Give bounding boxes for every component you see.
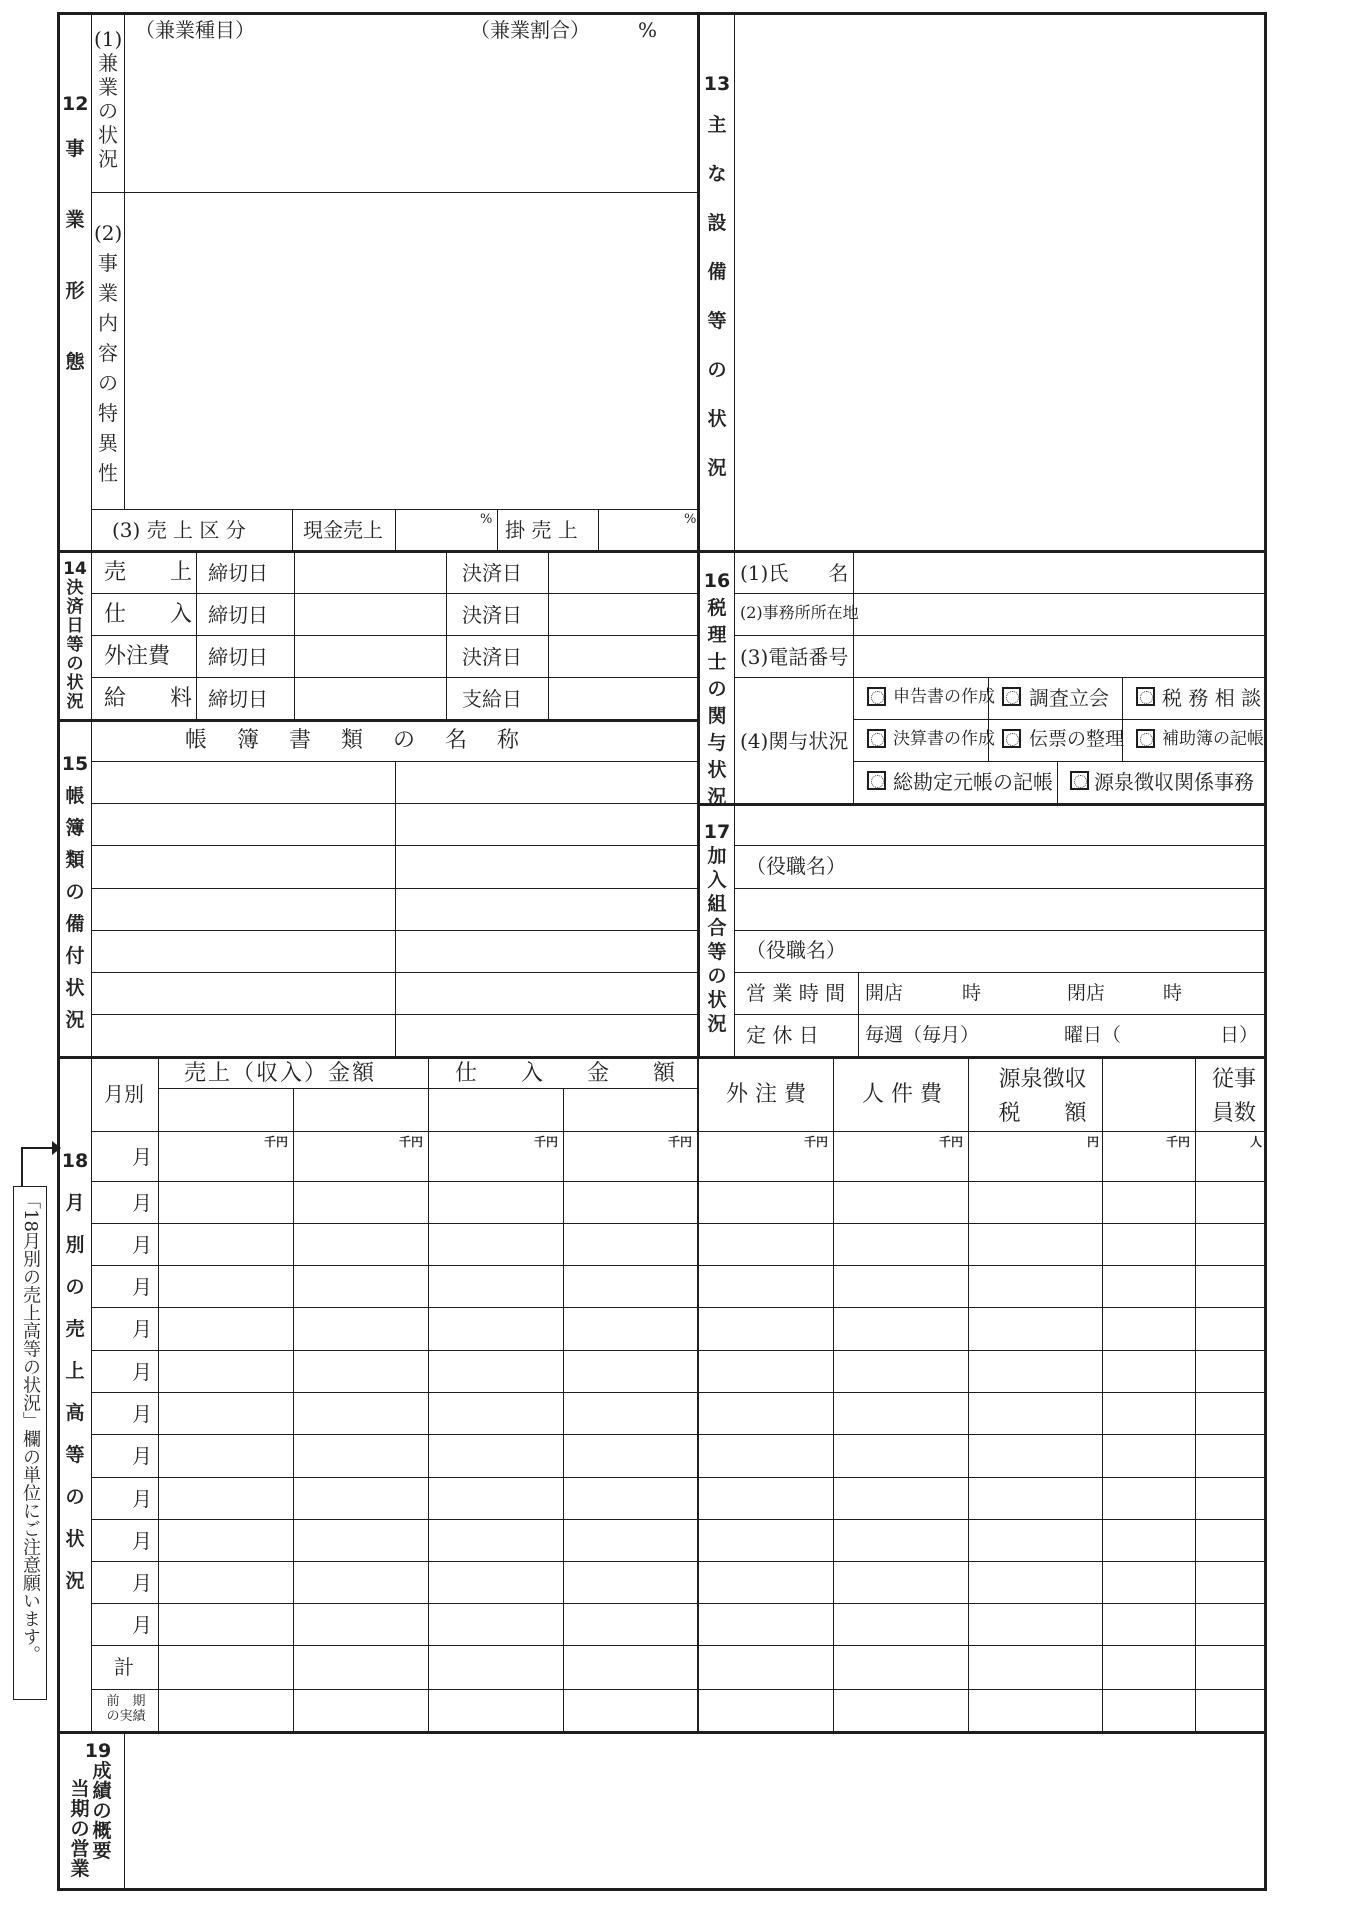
sec12-kind-input[interactable] (126, 44, 696, 190)
row-sales-label: 売 上 (104, 560, 193, 585)
row-purchase-label: 仕 入 (104, 602, 193, 627)
opt-financial-statements: 決算書の作成 (893, 729, 995, 749)
sec12-label: 12 事 業 形 態 (62, 93, 89, 373)
cash-sales-input[interactable] (396, 512, 496, 550)
close-label: 閉店 (1067, 982, 1106, 1004)
settle-label-3: 決済日 (462, 645, 522, 669)
sec12-ratio-header: （兼業割合） (470, 18, 590, 42)
month-row-9: 月 (132, 1487, 152, 1511)
month-row-10: 月 (132, 1529, 152, 1553)
month-row-8: 月 (132, 1444, 152, 1468)
opt-return-preparation: 申告書の作成 (893, 687, 995, 707)
month-row-7: 月 (132, 1402, 152, 1426)
office-address-label: (2)事務所所在地 (740, 603, 859, 622)
open-hour-suffix: 時 (962, 982, 982, 1004)
month-row-3: 月 (132, 1233, 152, 1257)
sales-header: 売上（収入）金額 (184, 1061, 377, 1086)
divider-upper-18 (57, 1056, 1266, 1059)
unit-withholding: 円 (1087, 1135, 1100, 1149)
opt-withholding: 源泉徴収関係事務 (1094, 770, 1254, 794)
checkbox-financial-statements[interactable] (867, 729, 886, 748)
weekly-label: 毎週（毎月） (865, 1024, 980, 1046)
opt-voucher-organizing: 伝票の整理 (1029, 728, 1125, 750)
sec12-sub2-label: (2) 事 業 内 容 の 特 異 性 (94, 221, 123, 485)
sec13-equipment-input[interactable] (736, 15, 1262, 549)
cash-sales-label: 現金売上 (303, 518, 383, 542)
opt-subledger: 補助簿の記帳 (1162, 729, 1264, 749)
month-row-12: 月 (132, 1613, 152, 1637)
day-label: 日） (1220, 1024, 1259, 1046)
checkbox-withholding[interactable] (1070, 771, 1089, 790)
prev-period-label: 前 期 の実績 (106, 1694, 146, 1724)
month-row-4: 月 (132, 1275, 152, 1299)
books-header: 帳 簿 書 類 の 名 称 (185, 728, 524, 753)
outsource-header: 外 注 費 (726, 1082, 806, 1107)
settle-label-4: 支給日 (462, 687, 522, 711)
checkbox-general-ledger[interactable] (867, 771, 886, 790)
dow-label: 曜日（ (1064, 1024, 1122, 1046)
unit-sales-2: 千円 (399, 1135, 424, 1149)
union-name-2-input[interactable] (736, 890, 1263, 929)
licensee-name-input[interactable] (855, 555, 1263, 592)
checkbox-tax-consultation[interactable] (1136, 687, 1155, 706)
outer-border-bottom (57, 1888, 1266, 1891)
opt-general-ledger: 総勘定元帳の記帳 (893, 770, 1053, 794)
office-address-input[interactable] (855, 596, 1263, 634)
center-divider (697, 12, 700, 1058)
sec17-label: 17 加 入 組 合 等 の 状 況 (703, 821, 731, 1035)
month-row-2: 月 (132, 1191, 152, 1215)
sec18-label: 18 月 別 の 売 上 高 等 の 状 況 (61, 1150, 89, 1592)
holiday-label: 定 休 日 (746, 1023, 819, 1047)
checkbox-voucher-organizing[interactable] (1002, 729, 1021, 748)
sec12-ratio-pct: % (638, 18, 658, 42)
credit-sales-pct: % (684, 512, 697, 527)
row-salary-label: 給 料 (104, 686, 193, 711)
union-name-1-input[interactable] (736, 807, 1263, 844)
phone-input[interactable] (855, 638, 1263, 676)
unit-outsource: 千円 (804, 1135, 829, 1149)
divider-18-19 (57, 1731, 1266, 1734)
settle-label-1: 決済日 (462, 561, 522, 585)
sec12-specialty-input[interactable] (126, 195, 696, 507)
side-note-text: 「18月別の売上高等の状況」欄の単位にご注意願います。 (20, 1191, 41, 1664)
withholding-header: 源泉徴収 税 額 (998, 1067, 1087, 1126)
side-note-arrow-stem (21, 1147, 54, 1149)
employees-header: 従事 員数 (1212, 1067, 1257, 1126)
licensee-name-label: (1)氏 名 (740, 561, 849, 585)
unit-sales-1: 千円 (264, 1135, 289, 1149)
month-row-6: 月 (132, 1360, 152, 1384)
unit-purchase-2: 千円 (668, 1135, 693, 1149)
unit-employees: 人 (1250, 1135, 1263, 1149)
month-col-header: 月別 (104, 1082, 144, 1106)
position-label-2: （役職名） (746, 938, 846, 962)
unit-extra: 千円 (1166, 1135, 1191, 1149)
purchase-header: 仕 入 金 額 (455, 1061, 676, 1086)
phone-label: (3)電話番号 (740, 645, 849, 669)
sec13-label: 13 主 な 設 備 等 の 状 況 (703, 73, 731, 479)
open-label: 開店 (865, 982, 904, 1004)
sec19-label: 19 当 期 の 営 業 成 績 の 概 要 (70, 1740, 112, 1880)
involvement-label: (4)関与状況 (740, 729, 849, 753)
side-note-arrow-head (52, 1141, 61, 1155)
divider-16-17 (697, 803, 1266, 806)
sec12-sub1-label: (1) 兼 業 の 状 況 (94, 27, 123, 171)
divider-12-14 (57, 550, 1266, 553)
opt-tax-consultation: 税 務 相 談 (1162, 686, 1262, 710)
month-row-11: 月 (132, 1571, 152, 1595)
side-note-arrow-line (21, 1147, 23, 1187)
unit-purchase-1: 千円 (534, 1135, 559, 1149)
total-row-label: 計 (114, 1655, 134, 1679)
row-outsource-label: 外注費 (104, 644, 171, 669)
opt-audit-attendance: 調査立会 (1029, 686, 1109, 710)
outer-border-right (1264, 12, 1267, 1891)
sec15-label: 15 帳 簿 類 の 備 付 状 況 (61, 753, 89, 1031)
cutoff-label-1: 締切日 (208, 561, 268, 585)
divider-14-15 (57, 719, 699, 722)
credit-sales-input[interactable] (599, 512, 696, 550)
side-note (13, 1186, 47, 1700)
business-hours-label: 営 業 時 間 (746, 981, 846, 1005)
cutoff-label-3: 締切日 (208, 645, 268, 669)
sec19-summary-input[interactable] (126, 1736, 1262, 1886)
position-label-1: （役職名） (746, 854, 846, 878)
unit-personnel: 千円 (939, 1135, 964, 1149)
cutoff-label-4: 締切日 (208, 687, 268, 711)
personnel-header: 人 件 費 (862, 1082, 942, 1107)
sec14-label: 14 決 済 日 等 の 状 況 (63, 559, 87, 712)
checkbox-subledger[interactable] (1136, 729, 1155, 748)
month-row-5: 月 (132, 1317, 152, 1341)
sec12-kind-header: （兼業種目） (135, 18, 255, 42)
cutoff-label-2: 締切日 (208, 603, 268, 627)
sec16-label: 16 税 理 士 の 関 与 状 況 (703, 570, 731, 808)
cash-sales-pct: % (480, 512, 493, 527)
checkbox-return-preparation[interactable] (867, 687, 886, 706)
close-hour-suffix: 時 (1163, 982, 1183, 1004)
checkbox-audit-attendance[interactable] (1002, 687, 1021, 706)
month-row-1: 月 (132, 1145, 152, 1169)
credit-sales-label: 掛 売 上 (505, 518, 578, 542)
settle-label-2: 決済日 (462, 603, 522, 627)
sales-class-label: (3) 売 上 区 分 (112, 518, 246, 542)
